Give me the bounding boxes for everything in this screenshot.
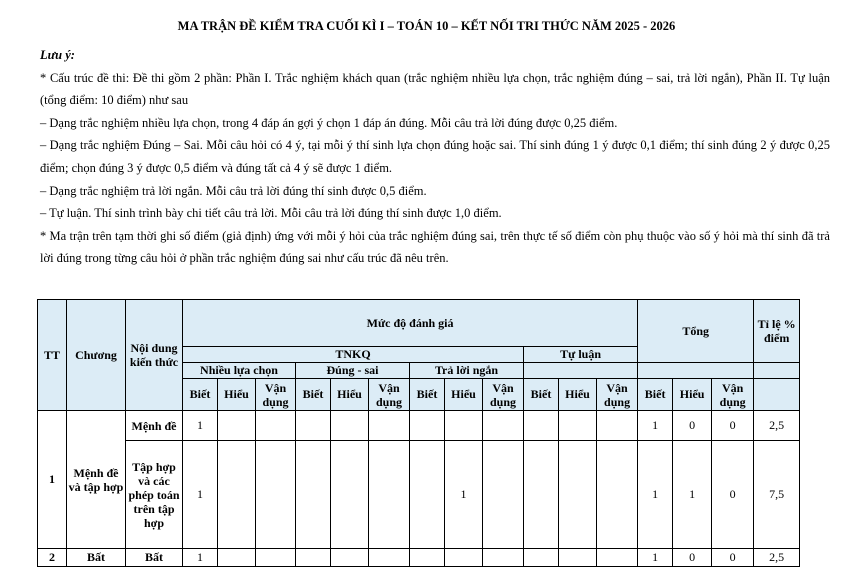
cell: [597, 549, 638, 567]
document-title: MA TRẬN ĐỀ KIỂM TRA CUỐI KÌ I – TOÁN 10 – KẾT NỐI TRI THỨC NĂM 2025 - 2026: [177, 19, 676, 33]
table-row: [38, 411, 800, 441]
cell: [445, 411, 483, 441]
cell: [559, 549, 597, 567]
cell: 1: [445, 441, 483, 549]
level-hieu: Hiểu: [673, 379, 712, 411]
cell: [410, 549, 445, 567]
level-biet: Biết: [410, 379, 445, 411]
level-van-dung: Vận dụng: [712, 379, 754, 411]
cell: 1: [183, 549, 218, 567]
header-ti-le: Tỉ lệ % điểm: [754, 300, 800, 363]
ti-le-blank: [754, 379, 800, 411]
row-tt: 2: [38, 549, 67, 567]
row-chuong: Bất: [67, 549, 126, 567]
cell: [369, 549, 410, 567]
level-hieu: Hiểu: [559, 379, 597, 411]
header-tu-luan-blank: [524, 363, 638, 379]
header-dung-sai: Đúng - sai: [296, 363, 410, 379]
level-van-dung: Vận dụng: [369, 379, 410, 411]
cell: 1: [183, 411, 218, 441]
row-chuong: Mệnh đề và tập hợp: [67, 411, 126, 549]
cell: [597, 441, 638, 549]
matrix-table-wrapper: [37, 299, 800, 567]
level-van-dung: Vận dụng: [256, 379, 296, 411]
cell: [218, 441, 256, 549]
cell: [218, 411, 256, 441]
level-hieu: Hiểu: [218, 379, 256, 411]
ti-le-cell: 2,5: [754, 549, 800, 567]
header-tt: TT: [38, 300, 67, 411]
note-line: * Cấu trúc đề thi: Đề thi gồm 2 phần: Phần I. Trắc nghiệm khách quan (trắc nghiệm nhiều lựa chọn, trắc nghiệm đúng – sai, trả lời ngắn), Phần II. Tự luận (tổng điểm: 10 điểm) như sau: [40, 70, 830, 108]
tong-cell: 0: [712, 441, 754, 549]
cell: [369, 411, 410, 441]
header-tra-loi-ngan: Trả lời ngắn: [410, 363, 524, 379]
cell: [256, 411, 296, 441]
cell: [410, 441, 445, 549]
cell: [483, 549, 524, 567]
level-van-dung: Vận dụng: [597, 379, 638, 411]
level-biet: Biết: [296, 379, 331, 411]
notes-heading: Lưu ý:: [40, 48, 75, 62]
cell: [256, 549, 296, 567]
cell: [524, 411, 559, 441]
tong-cell: 1: [673, 441, 712, 549]
header-muc-do: Mức độ đánh giá: [183, 300, 638, 347]
notes-section: [40, 44, 830, 270]
tong-cell: 0: [673, 411, 712, 441]
cell: [218, 549, 256, 567]
level-biet: Biết: [183, 379, 218, 411]
note-line: – Tự luận. Thí sinh trình bày chi tiết câu trả lời. Mỗi câu trả lời đúng thí sinh được 1,0 điểm.: [40, 206, 502, 221]
level-hieu: Hiểu: [445, 379, 483, 411]
tong-cell: 1: [638, 549, 673, 567]
tong-cell: 0: [712, 549, 754, 567]
table-row: [38, 441, 800, 549]
cell: [410, 411, 445, 441]
cell: [524, 549, 559, 567]
cell: 1: [183, 441, 218, 549]
cell: [597, 411, 638, 441]
cell: [369, 441, 410, 549]
ti-le-cell: 7,5: [754, 441, 800, 549]
cell: [256, 441, 296, 549]
header-tong-blank: [638, 363, 754, 379]
header-chuong: Chương: [67, 300, 126, 411]
header-tnkq: TNKQ: [183, 347, 524, 363]
header-tong: Tổng: [638, 300, 754, 363]
header-noi-dung: Nội dung kiến thức: [126, 300, 183, 411]
matrix-table: [37, 299, 800, 567]
cell: [445, 549, 483, 567]
header-ti-le-blank: [754, 363, 800, 379]
row-tt: 1: [38, 411, 67, 549]
table-row: [38, 549, 800, 567]
cell: [331, 549, 369, 567]
cell: [296, 549, 331, 567]
cell: [559, 441, 597, 549]
cell: [296, 441, 331, 549]
tong-cell: 1: [638, 411, 673, 441]
row-noi-dung: Mệnh đề: [126, 411, 183, 441]
cell: [559, 411, 597, 441]
note-line: * Ma trận trên tạm thời ghi số điểm (giả định) ứng với mỗi ý hỏi của trắc nghiệm đúng sai, trên thực tế số điểm còn phụ thuộc vào số ý hỏi mà thí sinh đã trả lời đúng trong từng câu hỏi ở phần trắc nghiệm đúng sai như cấu trúc đã nêu trên.: [40, 228, 830, 266]
cell: [483, 411, 524, 441]
cell: [524, 441, 559, 549]
note-line: – Dạng trắc nghiệm trả lời ngắn. Mỗi câu trả lời đúng thí sinh được 0,5 điểm.: [40, 183, 427, 198]
note-line: – Dạng trắc nghiệm Đúng – Sai. Mỗi câu hỏi có 4 ý, tại mỗi ý thí sinh lựa chọn đúng hoặc sai. Thí sinh đúng 1 ý được 0,1 điểm; thí sinh đúng 2 ý được 0,25 điểm; chọn đúng 3 ý được 0,5 điểm và đúng tất cả 4 ý sẽ được 1 điểm.: [40, 138, 830, 175]
cell: [331, 411, 369, 441]
note-line: – Dạng trắc nghiệm nhiều lựa chọn, trong 4 đáp án gợi ý chọn 1 đáp án đúng. Mỗi câu trả lời đúng được 0,25 điểm.: [40, 115, 618, 130]
row-noi-dung: Bất: [126, 549, 183, 567]
row-noi-dung: Tập hợp và các phép toán trên tập hợp: [126, 441, 183, 549]
level-biet: Biết: [524, 379, 559, 411]
cell: [331, 441, 369, 549]
cell: [296, 411, 331, 441]
tong-cell: 0: [673, 549, 712, 567]
level-hieu: Hiểu: [331, 379, 369, 411]
header-tu-luan: Tự luận: [524, 347, 638, 363]
header-nhieu-lua-chon: Nhiều lựa chọn: [183, 363, 296, 379]
level-biet: Biết: [638, 379, 673, 411]
tong-cell: 1: [638, 441, 673, 549]
ti-le-cell: 2,5: [754, 411, 800, 441]
tong-cell: 0: [712, 411, 754, 441]
cell: [483, 441, 524, 549]
level-van-dung: Vận dụng: [483, 379, 524, 411]
